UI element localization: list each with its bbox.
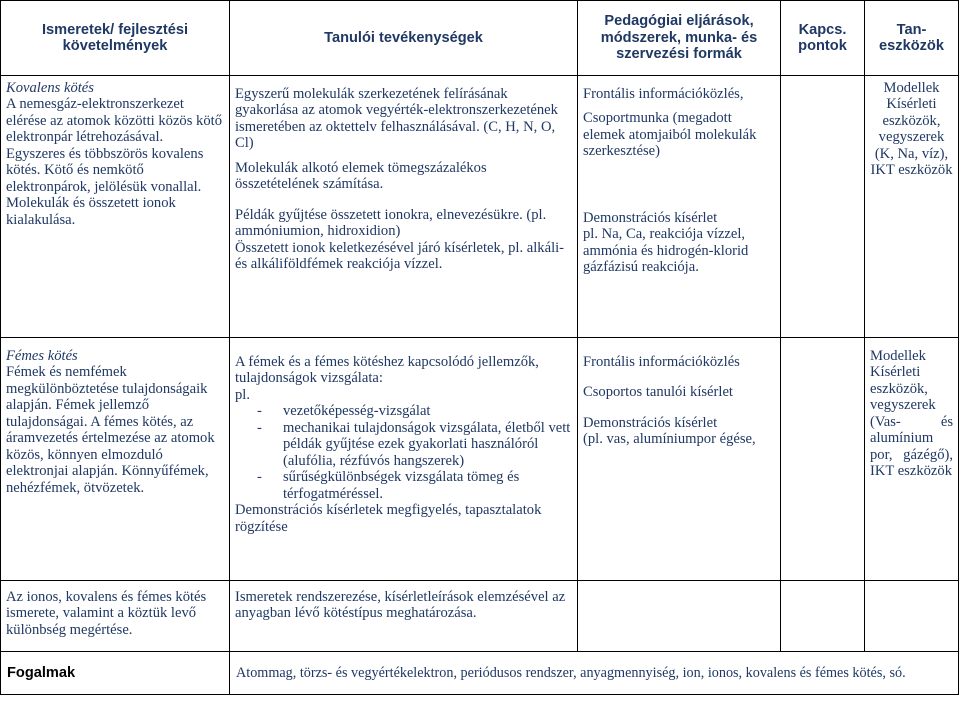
activity-metallic-list bbox=[235, 403, 572, 502]
method-metallic-3-text: (pl. vas, alumíniumpor égése, bbox=[583, 431, 756, 448]
concepts-label: Fogalmak bbox=[1, 652, 230, 695]
concepts-text: Atommag, törzs- és vegyértékelektron, periódusos rendszer, anyagmennyiség, ion, ionos, kovalens és fémes kötés, só. bbox=[230, 652, 959, 695]
cell-covalent-connections bbox=[781, 76, 865, 338]
cell-metallic-activities bbox=[230, 338, 578, 581]
cell-covalent-tools: Modellek Kísérleti eszközök, vegyszerek (K, Na, víz), IKT eszközök bbox=[865, 76, 959, 338]
cell-summary-methods bbox=[578, 581, 781, 652]
cell-covalent-methods bbox=[578, 76, 781, 338]
header-activities: Tanulói tevékenységek bbox=[230, 1, 578, 76]
method-covalent-1: Frontális információközlés, bbox=[583, 86, 744, 102]
cell-covalent-activities bbox=[230, 76, 578, 338]
list-item: - sűrűségkülönbségek vizsgálata tömeg és térfogatméréssel. bbox=[235, 469, 572, 502]
topic-text-metallic: Fémek és nemfémek megkülönböztetése tulajdonságaik alapján. Fémek jellemző tulajdonságai. A fémes kötés, az áramvezetés értelmezése az atomok közös, könnyen elmozduló elektronjai alapján. Könnyűfémek, nehézfémek, ötvözetek. bbox=[6, 364, 215, 496]
cell-metallic-topic bbox=[1, 338, 230, 581]
row-covalent-bond bbox=[1, 76, 959, 338]
header-methods: Pedagógiai eljárások, módszerek, munka- és szervezési formák bbox=[578, 1, 781, 76]
header-tools: Tan-eszközök bbox=[865, 1, 959, 76]
cell-metallic-methods bbox=[578, 338, 781, 581]
header-row bbox=[1, 1, 959, 76]
topic-title-metallic: Fémes kötés bbox=[6, 348, 78, 364]
method-covalent-3-title: Demonstrációs kísérlet bbox=[583, 209, 718, 226]
activity-covalent-4: Összetett ionok keletkezésével járó kísérletek, pl. alkáli- és alkáliföldfémek reakciója vízzel. bbox=[235, 239, 565, 273]
topic-text-covalent: A nemesgáz-elektronszerkezet elérése az atomok közötti közös kötő elektronpár létrehozásával. Egyszeres és többszörös kovalens kötés. Kötő és nemkötő elektronpárok, jelölésük vonallal. Molekulák és összetett ionok kialakulása. bbox=[6, 96, 222, 228]
activity-metallic-intro: A fémek és a fémes kötéshez kapcsolódó jellemzők, tulajdonságok vizsgálata: bbox=[235, 354, 539, 387]
list-item: - vezetőképesség-vizsgálat bbox=[235, 403, 572, 419]
cell-summary-activity: Ismeretek rendszerezése, kísérletleírások elemzésével az anyagban lévő kötéstípus meghatározása. bbox=[230, 581, 578, 652]
cell-summary-tools bbox=[865, 581, 959, 652]
method-metallic-1: Frontális információközlés bbox=[583, 354, 740, 370]
method-metallic-2: Csoportos tanulói kísérlet bbox=[583, 384, 733, 401]
cell-summary-topic: Az ionos, kovalens és fémes kötés ismerete, valamint a köztük levő különbség megértése. bbox=[1, 581, 230, 652]
activity-covalent-2: Molekulák alkotó elemek tömegszázalékos összetételének számítása. bbox=[235, 159, 487, 193]
cell-metallic-tools: Modellek Kísérleti eszközök, vegyszerek (Vas- és alumínium por, gázégő), IKT eszközök bbox=[865, 338, 959, 581]
activity-metallic-outro: Demonstrációs kísérletek megfigyelés, tapasztalatok rögzítése bbox=[235, 502, 542, 535]
cell-metallic-connections bbox=[781, 338, 865, 581]
row-metallic-bond bbox=[1, 338, 959, 581]
activity-metallic-pl: pl. bbox=[235, 386, 250, 403]
cell-covalent-topic bbox=[1, 76, 230, 338]
method-metallic-3-title: Demonstrációs kísérlet bbox=[583, 414, 718, 431]
row-bond-summary bbox=[1, 581, 959, 652]
header-knowledge: Ismeretek/ fejlesztési követelmények bbox=[1, 1, 230, 76]
activity-covalent-1: Egyszerű molekulák szerkezetének felírásának gyakorlása az atomok vegyérték-elektronszerkezetének ismeretében az oktettelv felhasználásával. (C, H, N, O, Cl) bbox=[235, 86, 558, 152]
method-covalent-3-text: pl. Na, Ca, reakciója vízzel, ammónia és hidrogén-klorid gázfázisú reakciója. bbox=[583, 226, 749, 276]
cell-summary-connections bbox=[781, 581, 865, 652]
list-item: - mechanikai tulajdonságok vizsgálata, életből vett példák gyűjtése ezek gyakorlati használóról (alufólia, rézfúvós hangszerek) bbox=[235, 420, 572, 469]
topic-title-covalent: Kovalens kötés bbox=[6, 80, 94, 96]
row-concepts bbox=[1, 652, 959, 695]
method-covalent-2: Csoportmunka (megadott elemek atomjaiból molekulák szerkesztése) bbox=[583, 110, 757, 160]
activity-covalent-3: Példák gyűjtése összetett ionokra, elnevezésükre. (pl. ammóniumion, hidroxidion) bbox=[235, 206, 547, 240]
header-connections: Kapcs. pontok bbox=[781, 1, 865, 76]
